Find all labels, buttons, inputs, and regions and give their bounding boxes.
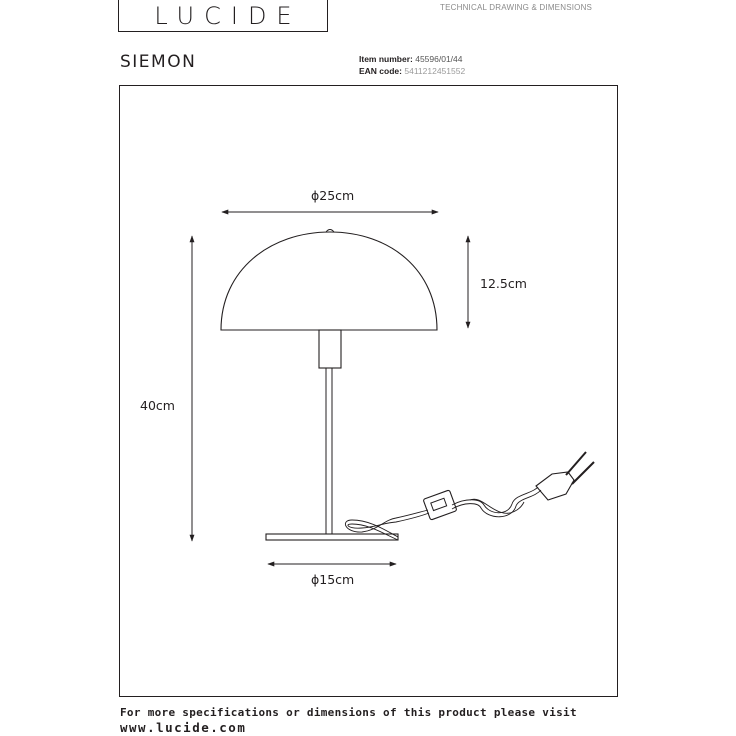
- power-cable: [345, 487, 541, 540]
- ean-label: EAN code:: [359, 66, 402, 76]
- lamp-shade: [221, 232, 437, 330]
- base-diameter-label: ϕ15cm: [311, 572, 355, 587]
- cable-switch-button: [431, 498, 447, 510]
- footer-note: For more specifications or dimensions of this product please visit: [120, 706, 577, 719]
- shade-diameter-label: ϕ25cm: [311, 188, 355, 203]
- lamp-socket: [319, 330, 341, 368]
- product-name: SIEMON: [120, 52, 197, 72]
- website-link[interactable]: www.lucide.com: [120, 720, 247, 735]
- item-number-value: 45596/01/44: [415, 54, 463, 64]
- cable-switch: [423, 490, 457, 520]
- total-height-label: 40cm: [140, 398, 175, 413]
- power-plug: [536, 472, 574, 500]
- item-number-label: Item number:: [359, 54, 413, 64]
- brand-logo-text: LUCIDE: [154, 2, 302, 30]
- plug-pin-1: [566, 452, 586, 475]
- shade-height-label: 12.5cm: [480, 276, 527, 291]
- ean-value: 5411212451552: [404, 66, 466, 76]
- document-type: TECHNICAL DRAWING & DIMENSIONS: [440, 3, 593, 12]
- lamp-base: [266, 534, 398, 540]
